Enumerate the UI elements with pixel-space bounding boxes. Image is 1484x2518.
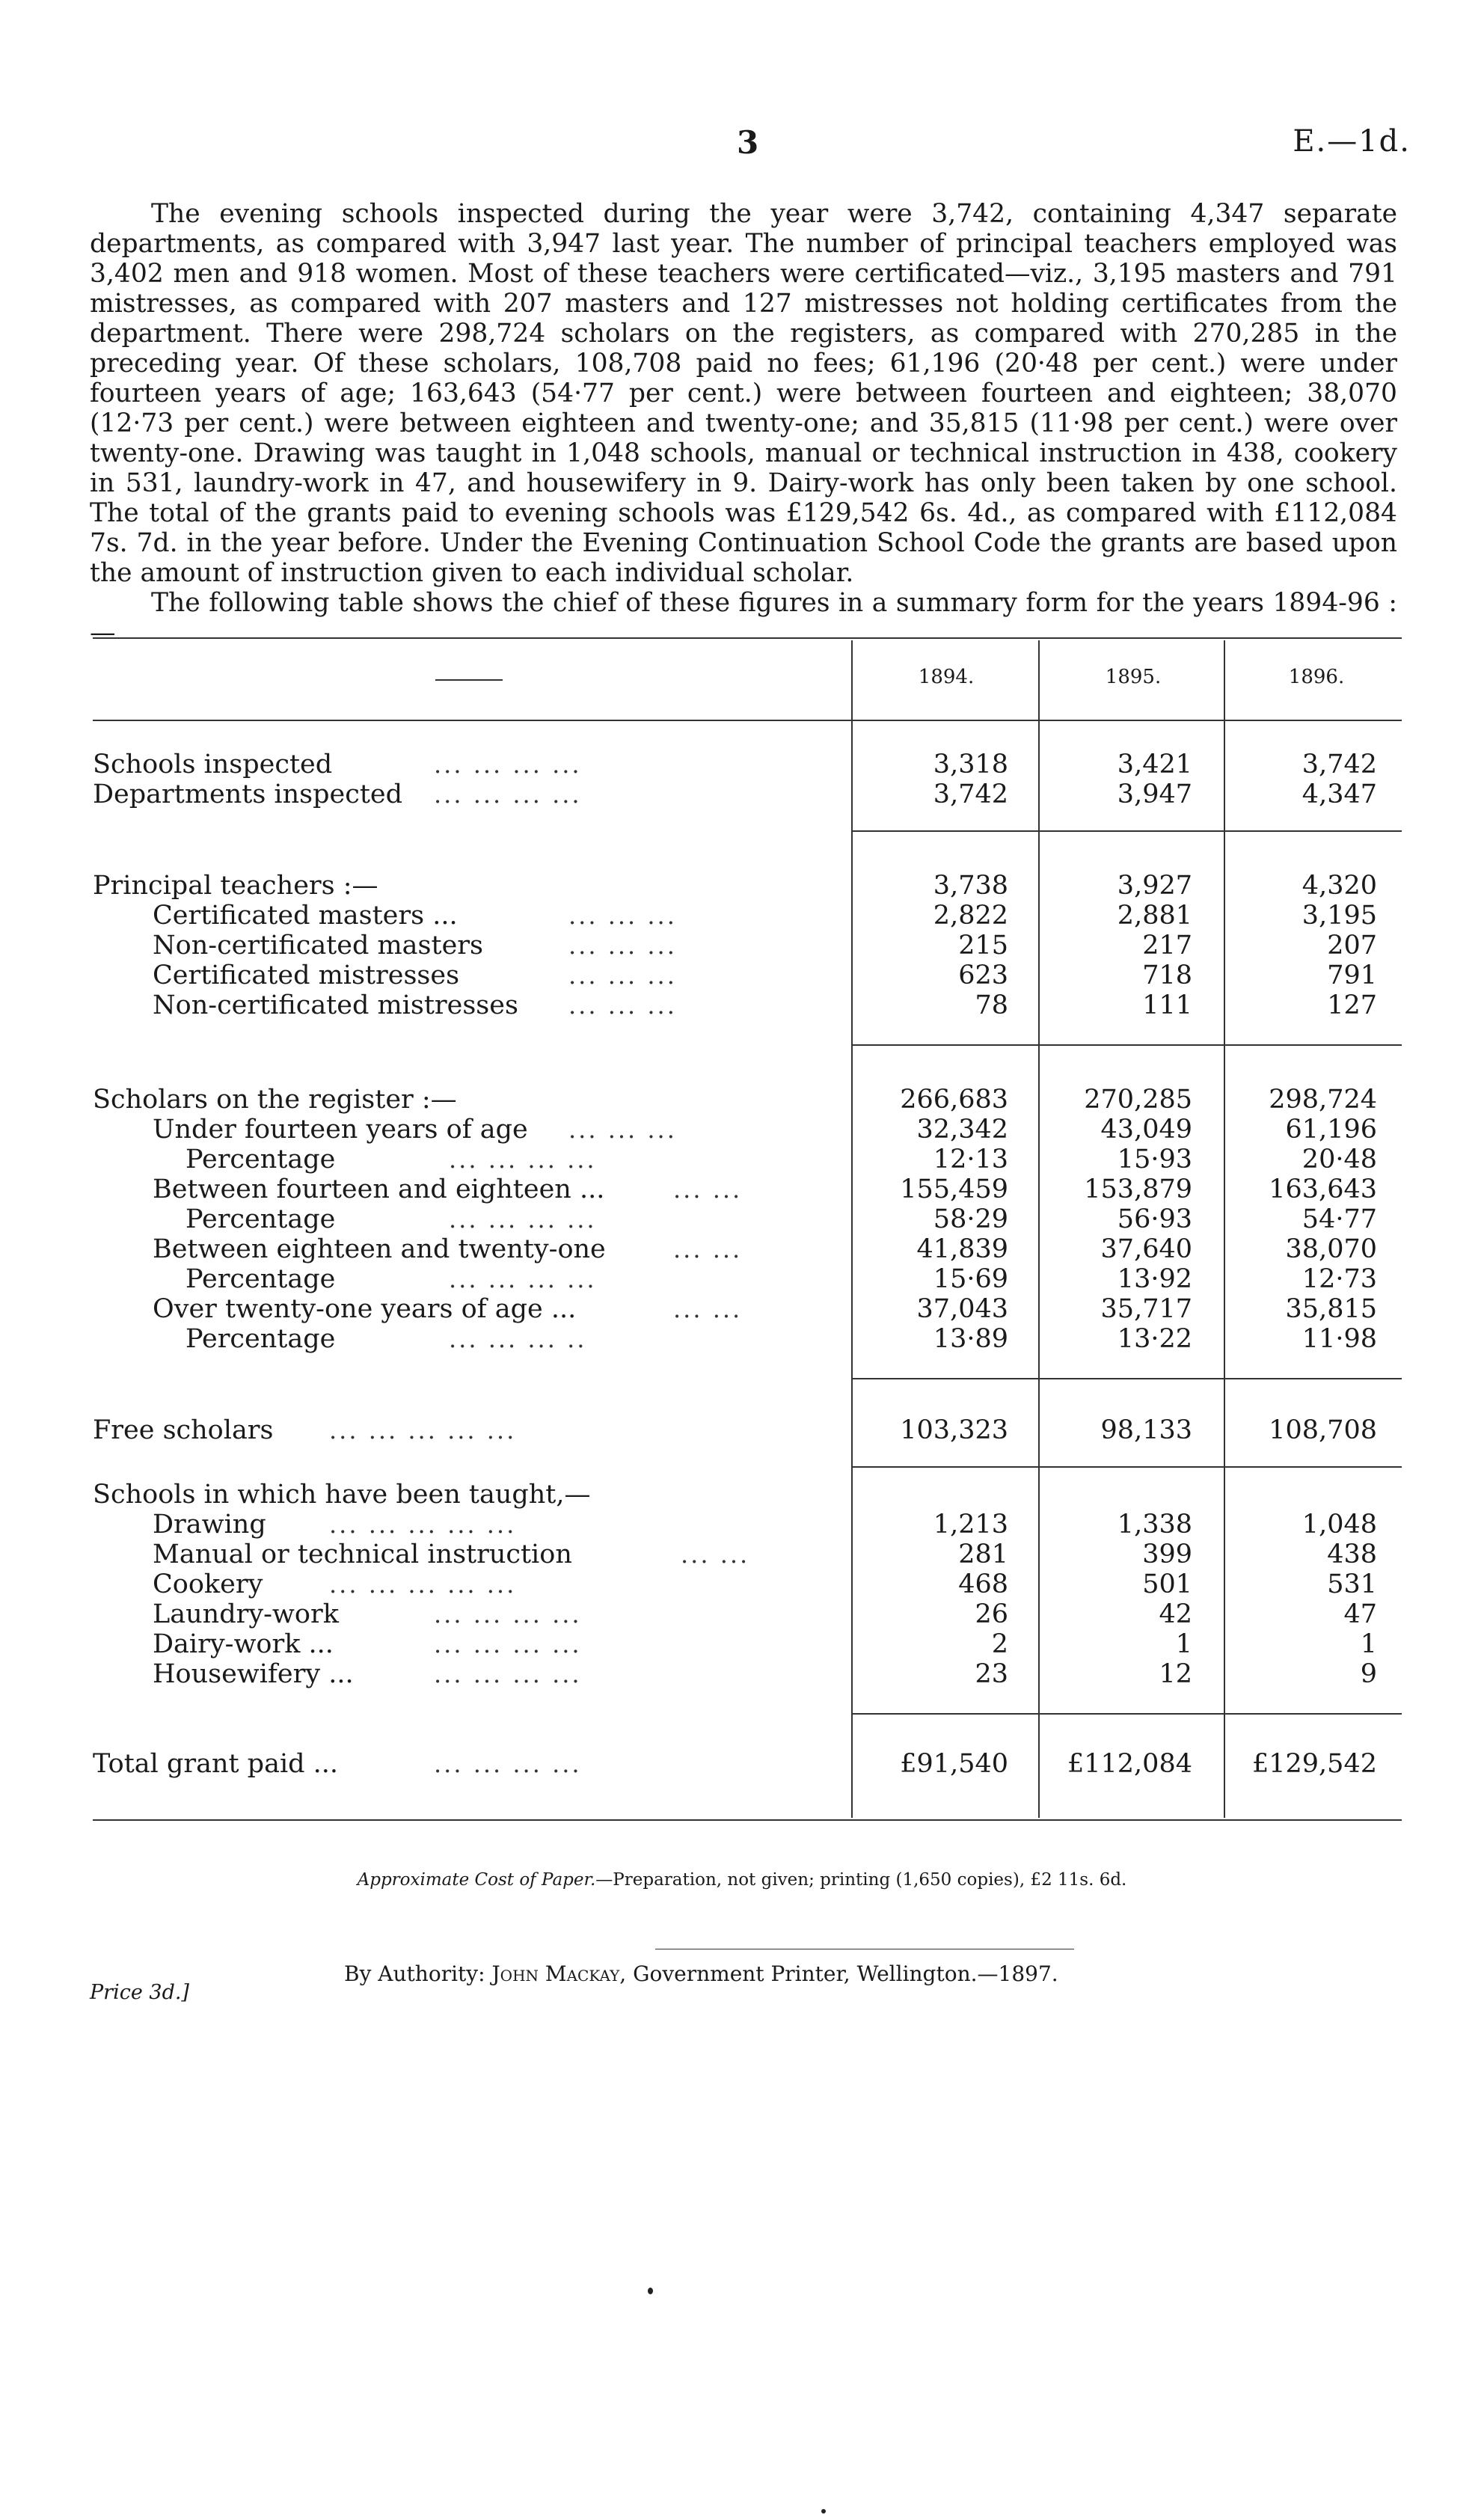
table-header-rule: [93, 720, 1402, 721]
row-label: Under fourteen years of age: [153, 1115, 528, 1145]
value-1895: 3,421: [1117, 750, 1192, 779]
ink-speck: [648, 2288, 653, 2294]
value-1894: 623: [958, 961, 1008, 990]
value-1896: 38,070: [1285, 1234, 1377, 1264]
printer-name: John Mackay,: [491, 1961, 627, 1986]
value-1896: 9: [1360, 1659, 1377, 1689]
table-bottom-rule: [93, 1819, 1402, 1821]
table-row: [0, 1174, 1484, 1204]
table-top-rule: [93, 637, 1402, 639]
cost-footnote: [0, 1870, 1484, 1890]
table-row: [0, 901, 1484, 931]
row-label: Dairy-work ...: [153, 1629, 334, 1659]
value-1895: 43,049: [1100, 1115, 1192, 1145]
section-rule: [853, 1044, 1402, 1046]
leader-dots: ... ... ... ...: [434, 1630, 582, 1658]
leader-dots: ... ... ...: [568, 901, 677, 930]
value-1895: 15·93: [1117, 1145, 1192, 1174]
row-label: Non-certificated masters: [153, 931, 483, 961]
value-1895: £112,084: [1067, 1749, 1192, 1779]
intro-paragraph-1: The evening schools inspected during the year were 3,742, containing 4,347 separate departments, as compared with 3,947 last year. The number of principal teachers employed was 3,402 men and 918 women. Most of these teachers were certificated—viz., 3,195 masters and 791 mistresses, as compared with 207 masters and 127 mistresses not holding certificates from the department. There were 298,724 scholars on the registers, as compared with 270,285 in the preceding year. Of these scholars, 108,708 paid no fees; 61,196 (20·48 per cent.) were under fourteen years of age; 163,643 (54·77 per cent.) were between fourteen and eighteen; 38,070 (12·73 per cent.) were between eighteen and twenty-one; and 35,815 (11·98 per cent.) were over twenty-one. Drawing was taught in 1,048 schools, manual or technical instruction in 438, cookery in 531, laundry-work in 47, and housewifery in 9. Dairy-work has only been taken by one school. The total of the grants paid to evening schools was £129,542 6s. 4d., as compared with £112,084 7s. 7d. in the year before. Under the Evening Continuation School Code the grants are based upon the amount of instruction given to each individual scholar.: [90, 199, 1397, 588]
table-row: [0, 1085, 1484, 1115]
leader-dots: ... ... ... ..: [449, 1325, 587, 1353]
price: Price 3d.]: [90, 1981, 189, 2004]
value-1894: 78: [975, 990, 1008, 1020]
value-1895: 1: [1175, 1629, 1192, 1659]
value-1894: 41,839: [916, 1234, 1008, 1264]
value-1895: 217: [1142, 931, 1192, 961]
value-1896: 1,048: [1301, 1510, 1377, 1540]
value-1894: 37,043: [916, 1294, 1008, 1324]
value-1894: £91,540: [900, 1749, 1008, 1779]
value-1895: 3,927: [1117, 871, 1192, 901]
leader-dots: ... ... ... ...: [434, 1750, 582, 1778]
row-label: Certificated mistresses: [153, 961, 460, 990]
value-1894: 281: [958, 1540, 1008, 1569]
value-1894: 23: [975, 1659, 1008, 1689]
value-1896: 1: [1360, 1629, 1377, 1659]
row-label: Percentage: [186, 1145, 336, 1174]
printer-imprint: [344, 1961, 1058, 1986]
leader-dots: ... ... ... ...: [434, 1660, 582, 1688]
section-rule: [853, 1466, 1402, 1468]
cost-text: —Preparation, not given; printing (1,650 copies), £2 11s. 6d.: [595, 1870, 1127, 1890]
leader-dots: ... ... ...: [568, 931, 677, 960]
value-1896: 438: [1327, 1540, 1377, 1569]
value-1896: 3,742: [1301, 750, 1377, 779]
authority-suffix: Government Printer, Wellington.—1897.: [633, 1961, 1058, 1986]
section-rule: [853, 830, 1402, 832]
leader-dots: ... ... ... ...: [434, 1600, 582, 1629]
leader-dots: ... ... ... ... ...: [329, 1416, 517, 1445]
value-1894: 3,318: [933, 750, 1008, 779]
value-1894: 266,683: [900, 1085, 1008, 1115]
table-row: [0, 1115, 1484, 1145]
value-1895: 13·22: [1117, 1324, 1192, 1354]
row-label: Manual or technical instruction: [153, 1540, 572, 1569]
value-1894: 15·69: [933, 1264, 1008, 1294]
row-label: Between fourteen and eighteen ...: [153, 1174, 605, 1204]
leader-dots: ... ... ...: [568, 991, 677, 1020]
value-1894: 1,213: [933, 1510, 1008, 1540]
value-1894: 3,742: [933, 779, 1008, 809]
leader-dots: ... ... ... ...: [434, 750, 582, 779]
value-1896: 531: [1327, 1569, 1377, 1599]
leader-dots: ... ... ... ... ...: [329, 1510, 517, 1539]
leader-dots: ... ... ...: [568, 961, 677, 990]
value-1895: 153,879: [1084, 1174, 1192, 1204]
value-1894: 12·13: [933, 1145, 1008, 1174]
value-1895: 37,640: [1100, 1234, 1192, 1264]
value-1894: 155,459: [900, 1174, 1008, 1204]
row-label: Schools in which have been taught,—: [93, 1480, 591, 1510]
value-1896: 207: [1327, 931, 1377, 961]
leader-dots: ... ...: [673, 1235, 743, 1263]
value-1894: 2,822: [933, 901, 1008, 931]
value-1896: £129,542: [1251, 1749, 1377, 1779]
ink-speck: [821, 2509, 826, 2514]
value-1894: 26: [975, 1599, 1008, 1629]
intro-paragraph-2: The following table shows the chief of these figures in a summary form for the years 1894-96 :—: [90, 588, 1397, 648]
leader-dots: ... ...: [673, 1175, 743, 1204]
table-row: [0, 990, 1484, 1020]
row-label: Certificated masters ...: [153, 901, 458, 931]
row-label: Over twenty-one years of age ...: [153, 1294, 577, 1324]
leader-dots: ... ... ... ...: [449, 1145, 597, 1174]
value-1895: 111: [1142, 990, 1192, 1020]
row-label: Drawing: [153, 1510, 266, 1540]
value-1895: 501: [1142, 1569, 1192, 1599]
value-1896: 4,320: [1301, 871, 1377, 901]
row-label: Scholars on the register :—: [93, 1085, 457, 1115]
value-1896: 20·48: [1301, 1145, 1377, 1174]
value-1895: 56·93: [1117, 1204, 1192, 1234]
row-label: Percentage: [186, 1204, 336, 1234]
row-label: Percentage: [186, 1324, 336, 1354]
value-1896: 791: [1327, 961, 1377, 990]
page-header: [0, 124, 1484, 169]
row-label: Percentage: [186, 1264, 336, 1294]
table-row: [0, 1480, 1484, 1510]
document-reference: E.—1d.: [1293, 124, 1411, 159]
value-1896: 127: [1327, 990, 1377, 1020]
row-label: Free scholars: [93, 1415, 274, 1445]
row-label: Total grant paid ...: [93, 1749, 339, 1779]
leader-dots: ... ... ... ...: [449, 1205, 597, 1234]
table-row: [0, 1415, 1484, 1445]
value-1896: 47: [1343, 1599, 1377, 1629]
table-row: [0, 1629, 1484, 1659]
row-label: Between eighteen and twenty-one: [153, 1234, 606, 1264]
value-1896: 12·73: [1301, 1264, 1377, 1294]
value-1896: 11·98: [1301, 1324, 1377, 1354]
value-1896: 163,643: [1269, 1174, 1377, 1204]
table-row: [0, 750, 1484, 779]
value-1894: 215: [958, 931, 1008, 961]
table-row: [0, 779, 1484, 809]
value-1896: 35,815: [1285, 1294, 1377, 1324]
page-number: 3: [737, 124, 759, 161]
value-1894: 2: [991, 1629, 1008, 1659]
value-1894: 103,323: [900, 1415, 1008, 1445]
table-row: [0, 1324, 1484, 1354]
stub-header-dash: [435, 679, 503, 681]
leader-dots: ... ... ... ...: [434, 780, 582, 809]
table-row: [0, 1749, 1484, 1779]
table-row: [0, 1540, 1484, 1569]
value-1894: 32,342: [916, 1115, 1008, 1145]
table-row: [0, 1294, 1484, 1324]
leader-dots: ... ... ... ... ...: [329, 1570, 517, 1599]
row-label: Non-certificated mistresses: [153, 990, 518, 1020]
section-rule: [853, 1713, 1402, 1715]
year-1896-header: 1896.: [1288, 666, 1345, 688]
year-1895-header: 1895.: [1105, 666, 1162, 688]
table-row: [0, 1204, 1484, 1234]
value-1895: 2,881: [1117, 901, 1192, 931]
value-1894: 468: [958, 1569, 1008, 1599]
value-1895: 270,285: [1084, 1085, 1192, 1115]
table-row: [0, 1264, 1484, 1294]
table-row: [0, 961, 1484, 990]
year-1894-header: 1894.: [918, 666, 975, 688]
row-label: Housewifery ...: [153, 1659, 354, 1689]
table-row: [0, 931, 1484, 961]
value-1895: 399: [1142, 1540, 1192, 1569]
table-row: [0, 1145, 1484, 1174]
value-1895: 1,338: [1117, 1510, 1192, 1540]
value-1894: 58·29: [933, 1204, 1008, 1234]
leader-dots: ... ... ... ...: [449, 1265, 597, 1293]
table-row: [0, 1234, 1484, 1264]
value-1896: 54·77: [1301, 1204, 1377, 1234]
leader-dots: ... ...: [673, 1295, 743, 1323]
value-1895: 98,133: [1100, 1415, 1192, 1445]
value-1894: 3,738: [933, 871, 1008, 901]
value-1896: 108,708: [1269, 1415, 1377, 1445]
value-1895: 3,947: [1117, 779, 1192, 809]
leader-dots: ... ...: [681, 1540, 750, 1569]
row-label: Principal teachers :—: [93, 871, 378, 901]
value-1896: 61,196: [1285, 1115, 1377, 1145]
cost-label: Approximate Cost of Paper.: [357, 1870, 596, 1890]
value-1896: 3,195: [1301, 901, 1377, 931]
value-1895: 35,717: [1100, 1294, 1192, 1324]
table-row: [0, 1569, 1484, 1599]
table-row: [0, 1659, 1484, 1689]
row-label: Laundry-work: [153, 1599, 339, 1629]
section-rule: [853, 1378, 1402, 1379]
value-1895: 13·92: [1117, 1264, 1192, 1294]
value-1896: 4,347: [1301, 779, 1377, 809]
value-1895: 42: [1159, 1599, 1192, 1629]
intro-text: [90, 199, 1397, 648]
value-1896: 298,724: [1269, 1085, 1377, 1115]
table-row: [0, 1599, 1484, 1629]
row-label: Schools inspected: [93, 750, 333, 779]
authority-prefix: By Authority:: [344, 1961, 485, 1986]
value-1895: 718: [1142, 961, 1192, 990]
table-row: [0, 1510, 1484, 1540]
value-1895: 12: [1159, 1659, 1192, 1689]
leader-dots: ... ... ...: [568, 1115, 677, 1144]
value-1894: 13·89: [933, 1324, 1008, 1354]
table-row: [0, 871, 1484, 901]
row-label: Departments inspected: [93, 779, 403, 809]
row-label: Cookery: [153, 1569, 263, 1599]
